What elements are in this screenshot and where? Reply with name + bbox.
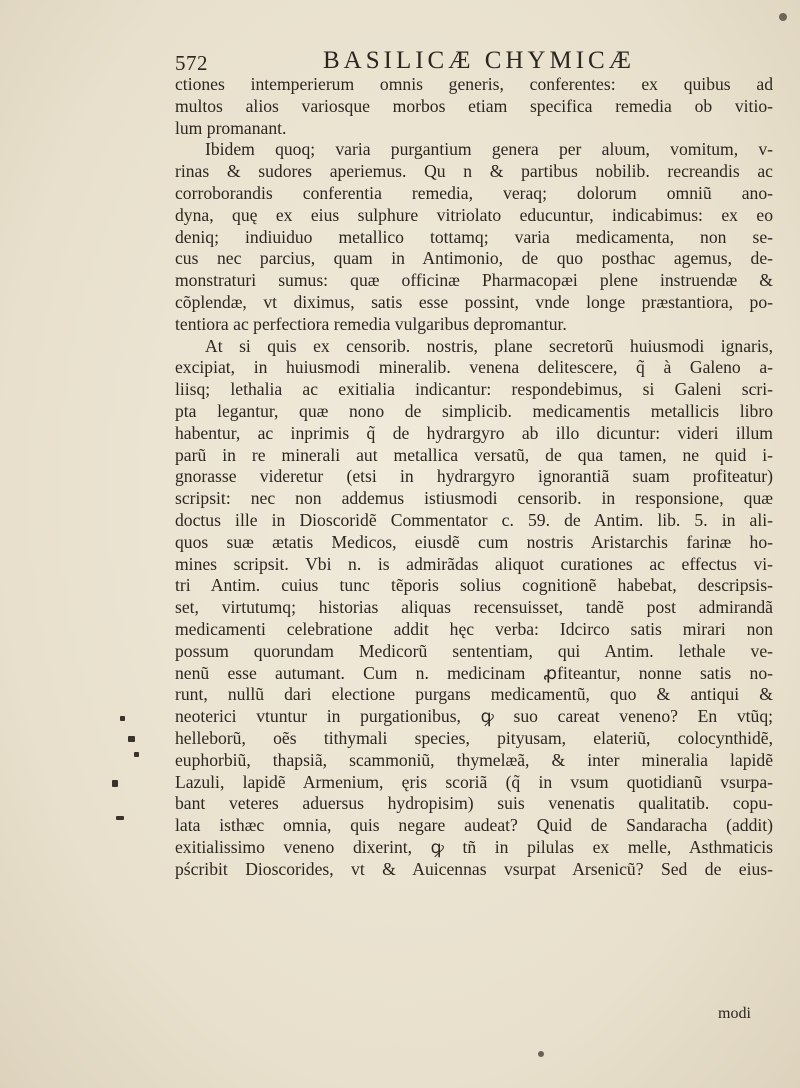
- text-line: Ibidem quoq; varia purgantium genera per alυum, vomitum, v-: [205, 139, 773, 160]
- text-line: tri Antim. cuius tunc tẽporis solius cognitionẽ habebat, descripsis-: [175, 575, 773, 596]
- text-line: possum quorundam Medicorũ sententiam, qui Antim. lethale ve-: [175, 640, 773, 661]
- text-line: ctiones intemperierum omnis generis, conferentes: ex quibus ad: [175, 74, 773, 94]
- text-line: cus nec parcius, quam in Antimonio, de quo posthac agemus, de-: [175, 248, 773, 269]
- text-line: monstraturi sumus: quæ officinæ Pharmacopæi plene instruendæ &: [175, 270, 773, 291]
- text-line: Lazuli, lapidẽ Armenium, ęris scoriã (q̃ in vsum quotidianũ vsurpa-: [175, 771, 773, 792]
- text-line: exitialissimo veneno dixerint, ꝙ tñ in pilulas ex melle, Asthmaticis: [175, 836, 773, 857]
- body-text: [175, 74, 773, 880]
- ink-blot-mark: [535, 1048, 547, 1060]
- text-line: helleborũ, oẽs tithymali species, pityusam, elateriũ, colocynthidẽ,: [175, 727, 773, 748]
- text-line: dyna, quę ex eius sulphure vitriolato educuntur, indicabimus: ex eo: [175, 204, 773, 225]
- text-line: cõplendæ, vt diximus, satis esse possint, vnde longe præstantiora, po-: [175, 291, 773, 312]
- text-line: scripsit: nec non addemus istiusmodi censorib. in responsione, quæ: [175, 488, 773, 509]
- text-line: multos alios variosque morbos etiam specifica remedia ob vitio-: [175, 95, 773, 116]
- page-header: [175, 47, 765, 77]
- text-line: liisq; lethalia ac exitialia indicantur: respondebimus, si Galeni scri-: [175, 379, 773, 400]
- text-line: medicamenti celebratione addit hęc verba: Idcirco satis mirari non: [175, 618, 773, 639]
- text-line: pta legantur, quæ nono de simplicib. medicamentis metallicis libro: [175, 400, 773, 421]
- page-number: 572: [175, 51, 208, 75]
- text-line: quos suæ ætatis Medicos, eiusdẽ cum nostris Aristarchis farinæ ho-: [175, 531, 773, 552]
- text-line: excipiat, in huiusmodi mineralib. venena delitescere, q̃ à Galeno a-: [175, 357, 773, 378]
- text-line: corroborandis conferentia remedia, veraq; dolorum omniũ ano-: [175, 182, 773, 203]
- text-line: set, virtutumq; historias aliquas recensuisset, tandẽ post admirandã: [175, 597, 773, 618]
- text-line: mines scripsit. Vbi n. is admirãdas aliquot curationes ac effectus vi-: [175, 553, 773, 574]
- text-line: deniq; indiuiduo metallico tottamq; varia medicamenta, non se-: [175, 226, 773, 247]
- running-head: BASILICÆ CHYMICÆ: [323, 47, 635, 74]
- text-line: doctus ille in Dioscoridẽ Commentator c. 59. de Antim. lib. 5. in ali-: [175, 509, 773, 530]
- text-line: tentiora ac perfectiora remedia vulgaribus depromantur.: [175, 313, 567, 334]
- text-line: lata isthæc omnia, quis negare audeat? Quid de Sandaracha (addit): [175, 815, 773, 836]
- text-line: At si quis ex censorib. nostris, plane secretorũ huiusmodi ignaris,: [205, 335, 773, 356]
- text-line: gnorasse videretur (etsi in hydrargyro ignorantiã suam profiteatur): [175, 466, 773, 487]
- text-line: bant veteres aduersus hydropisim) suis venenatis qualitatib. copu-: [175, 793, 773, 814]
- text-line: nenũ esse autumant. Cum n. medicinam ꝓfiteantur, nonne satis no-: [175, 662, 773, 683]
- text-line: runt, nullũ dari electione purgans medicamentũ, quo & antiqui &: [175, 684, 773, 705]
- catchword: modi: [718, 1005, 751, 1022]
- text-line: neoterici vtuntur in purgationibus, ꝙ suo careat veneno? En vtũq;: [175, 706, 773, 727]
- text-line: pścribit Dioscorides, vt & Auicennas vsurpat Arsenicũ? Sed de eius-: [175, 858, 773, 879]
- text-line: parũ in re minerali aut metallica versatũ, de qua tamen, ne quid i-: [175, 444, 773, 465]
- text-line: euphorbiũ, thapsiã, scammoniũ, thymelæã, & inter mineralia lapidẽ: [175, 749, 773, 770]
- text-line: lum promanant.: [175, 117, 287, 138]
- text-line: habentur, ac inprimis q̃ de hydrargyro ab illo dicuntur: videri illum: [175, 422, 773, 443]
- text-line: rinas & sudores aperiemus. Qu n & partibus nobilib. recreandis ac: [175, 161, 773, 182]
- margin-ink-marks: [108, 712, 148, 842]
- ink-blot-mark: [776, 10, 790, 24]
